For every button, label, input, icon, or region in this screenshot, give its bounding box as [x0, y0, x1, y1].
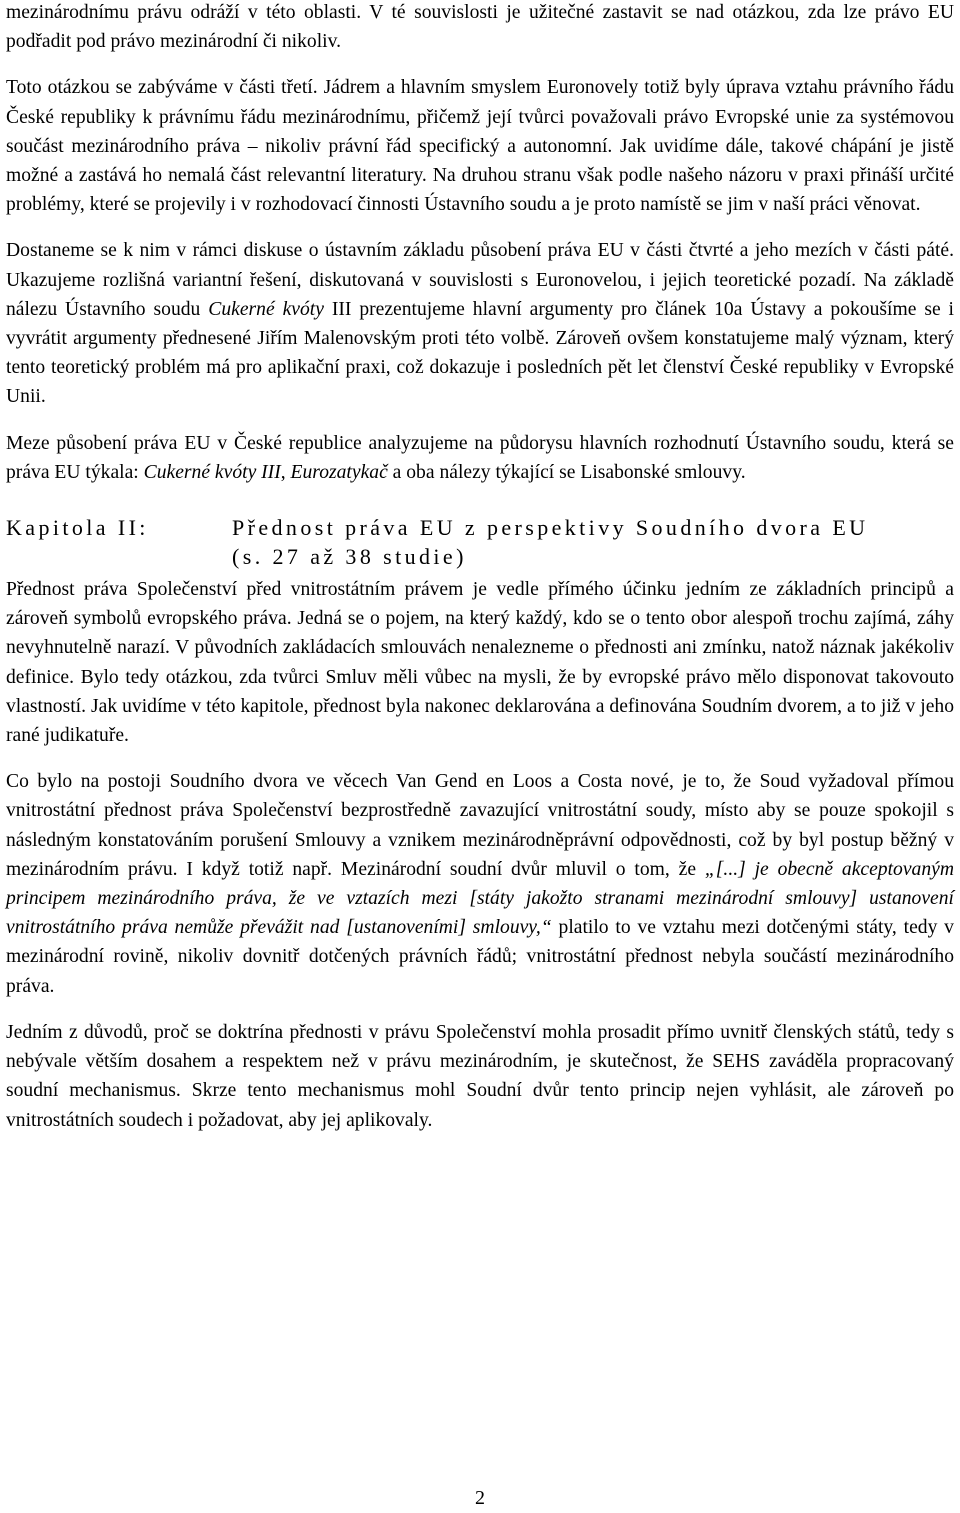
text-run: a oba nálezy týkající se Lisabonské smlouvy. [387, 461, 746, 483]
chapter-page-range: (s. 27 až 38 studie) [232, 544, 467, 570]
text-run: Meze působení práva EU v České republice analyzujeme na půdorysu hlavních rozhodnutí Ústavního soudu, která se práva EU týkala: [6, 432, 954, 483]
paragraph-primacy-intro: Přednost práva Společenství před vnitrostátním právem je vedle přímého účinku jedním ze základních principů a zároveň symbolů evropského práva. Jedná se o pojem, na který každý, kdo se o tento obor alespoň trochu zajímá, záhy nevyhnutelně narazí. V původních zakládacích smlouvách nenalezneme o přednosti ani zmínku, natož náznak jakékoliv definice. Bylo tedy otázkou, zda tvůrci Smluv měli vůbec na mysli, že by evropské právo mělo disponovat takovouto vlastností. Jak uvidíme v této kapitole, přednost byla nakonec deklarována a definována Soudním dvorem, a to již v jeho rané judikatuře. [6, 579, 954, 747]
paragraph-part-three: Toto otázkou se zabýváme v části třetí. Jádrem a hlavním smyslem Euronovely totiž byly úprava vztahu právního řádu České republiky k právnímu řádu mezinárodnímu, přičemž její tvůrci považovali právo Evropské unie za systémovou součást mezinárodního práva – nikoliv právní řád specifický a autonomní. Jak uvidíme dále, takové chápání je jistě možné a zastává ho nemalá část relevantní literatury. Na druhou stranu však podle našeho názoru v praxi přináší určité problémy, které se projevily i v rozhodovací činnosti Ústavního soudu a je proto namístě se jim v naší práci věnovat. [6, 77, 954, 216]
paragraph-van-gend-costa [6, 767, 954, 1001]
chapter-heading [6, 513, 954, 571]
paragraph-limits-analysis [6, 429, 954, 487]
text-run: Co bylo na postoji Soudního dvora ve věcech Van Gend en Loos a Costa nové, je to, že Soud vyžadoval přímou vnitrostátní přednost práva Společenství bezprostředně zavazující vnitrostátní soudy, místo aby se pouze spokojil s následným konstatováním porušení Smlouvy a vznikem mezinárodněprávní odpovědnosti, což by byl postup běžný v mezinárodním právu. I když totiž např. Mezinárodní soudní dvůr mluvil o tom, že [6, 771, 954, 880]
italic-case-name: Cukerné kvóty [208, 298, 324, 320]
page-number: 2 [475, 1487, 485, 1509]
italic-quotation: „[...] je obecně akceptovaným principem mezinárodního práva, že ve vztazích mezi [státy jakožto stranami mezinárodní smlouvy] ustanovení vnitrostátního práva nemůže převážit nad [ustanoveními] smlouvy,“ [6, 858, 954, 939]
paragraph-ecsc-mechanism: Jedním z důvodů, proč se doktrína přednosti v právu Společenství mohla prosadit přímo uvnitř členských států, tedy s nebývale větším dosahem a respektem než v právu mezinárodním, je skutečnost, že SEHS zaváděla propracovaný soudní mechanismus. Skrze tento mechanismus mohl Soudní dvůr tento princip nejen vyhlásit, ale zároveň po vnitrostátních soudech i požadovat, aby jej aplikovaly. [6, 1021, 954, 1131]
italic-case-name: Eurozatykač [290, 461, 388, 483]
text-run: Dostaneme se k nim v rámci diskuse o ústavním základu působení práva EU v části čtvrté a jeho mezích v části páté. Ukazujeme rozlišná variantní řešení, diskutovaná v souvislosti s Euronovelou, i jejich teoretické pozadí. Na základě nálezu Ústavního soudu [6, 240, 954, 320]
paragraph-parts-four-five [6, 236, 954, 411]
chapter-title [232, 513, 954, 571]
page-content [6, 0, 954, 1135]
chapter-label: Kapitola II: [6, 515, 149, 541]
text-run: , [280, 461, 291, 483]
paragraph-intro-continuation: mezinárodnímu právu odráží v této oblasti. V té souvislosti je užitečné zastavit se nad otázkou, zda lze právo EU podřadit pod právo mezinárodní či nikoliv. [6, 2, 954, 53]
chapter-title-line: Přednost práva EU z perspektivy Soudního dvora EU [232, 515, 869, 541]
text-run: III prezentujeme hlavní argumenty pro článek 10a Ústavy a pokoušíme se i vyvrátit argumenty přednesené Jiřím Malenovským proti této volbě. Zároveň ovšem konstatujeme malý význam, který tento teoretický problém má pro aplikační praxi, což dokazuje i posledních pět let členství České republiky v Evropské Unii. [6, 298, 955, 408]
text-run: platilo to ve vztahu mezi dotčenými státy, tedy v mezinárodní rovině, nikoliv dovnitř dotčených právních řádů; vnitrostátní přednost nebyla součástí mezinárodního práva. [6, 917, 954, 997]
italic-case-name: Cukerné kvóty III [143, 461, 281, 483]
